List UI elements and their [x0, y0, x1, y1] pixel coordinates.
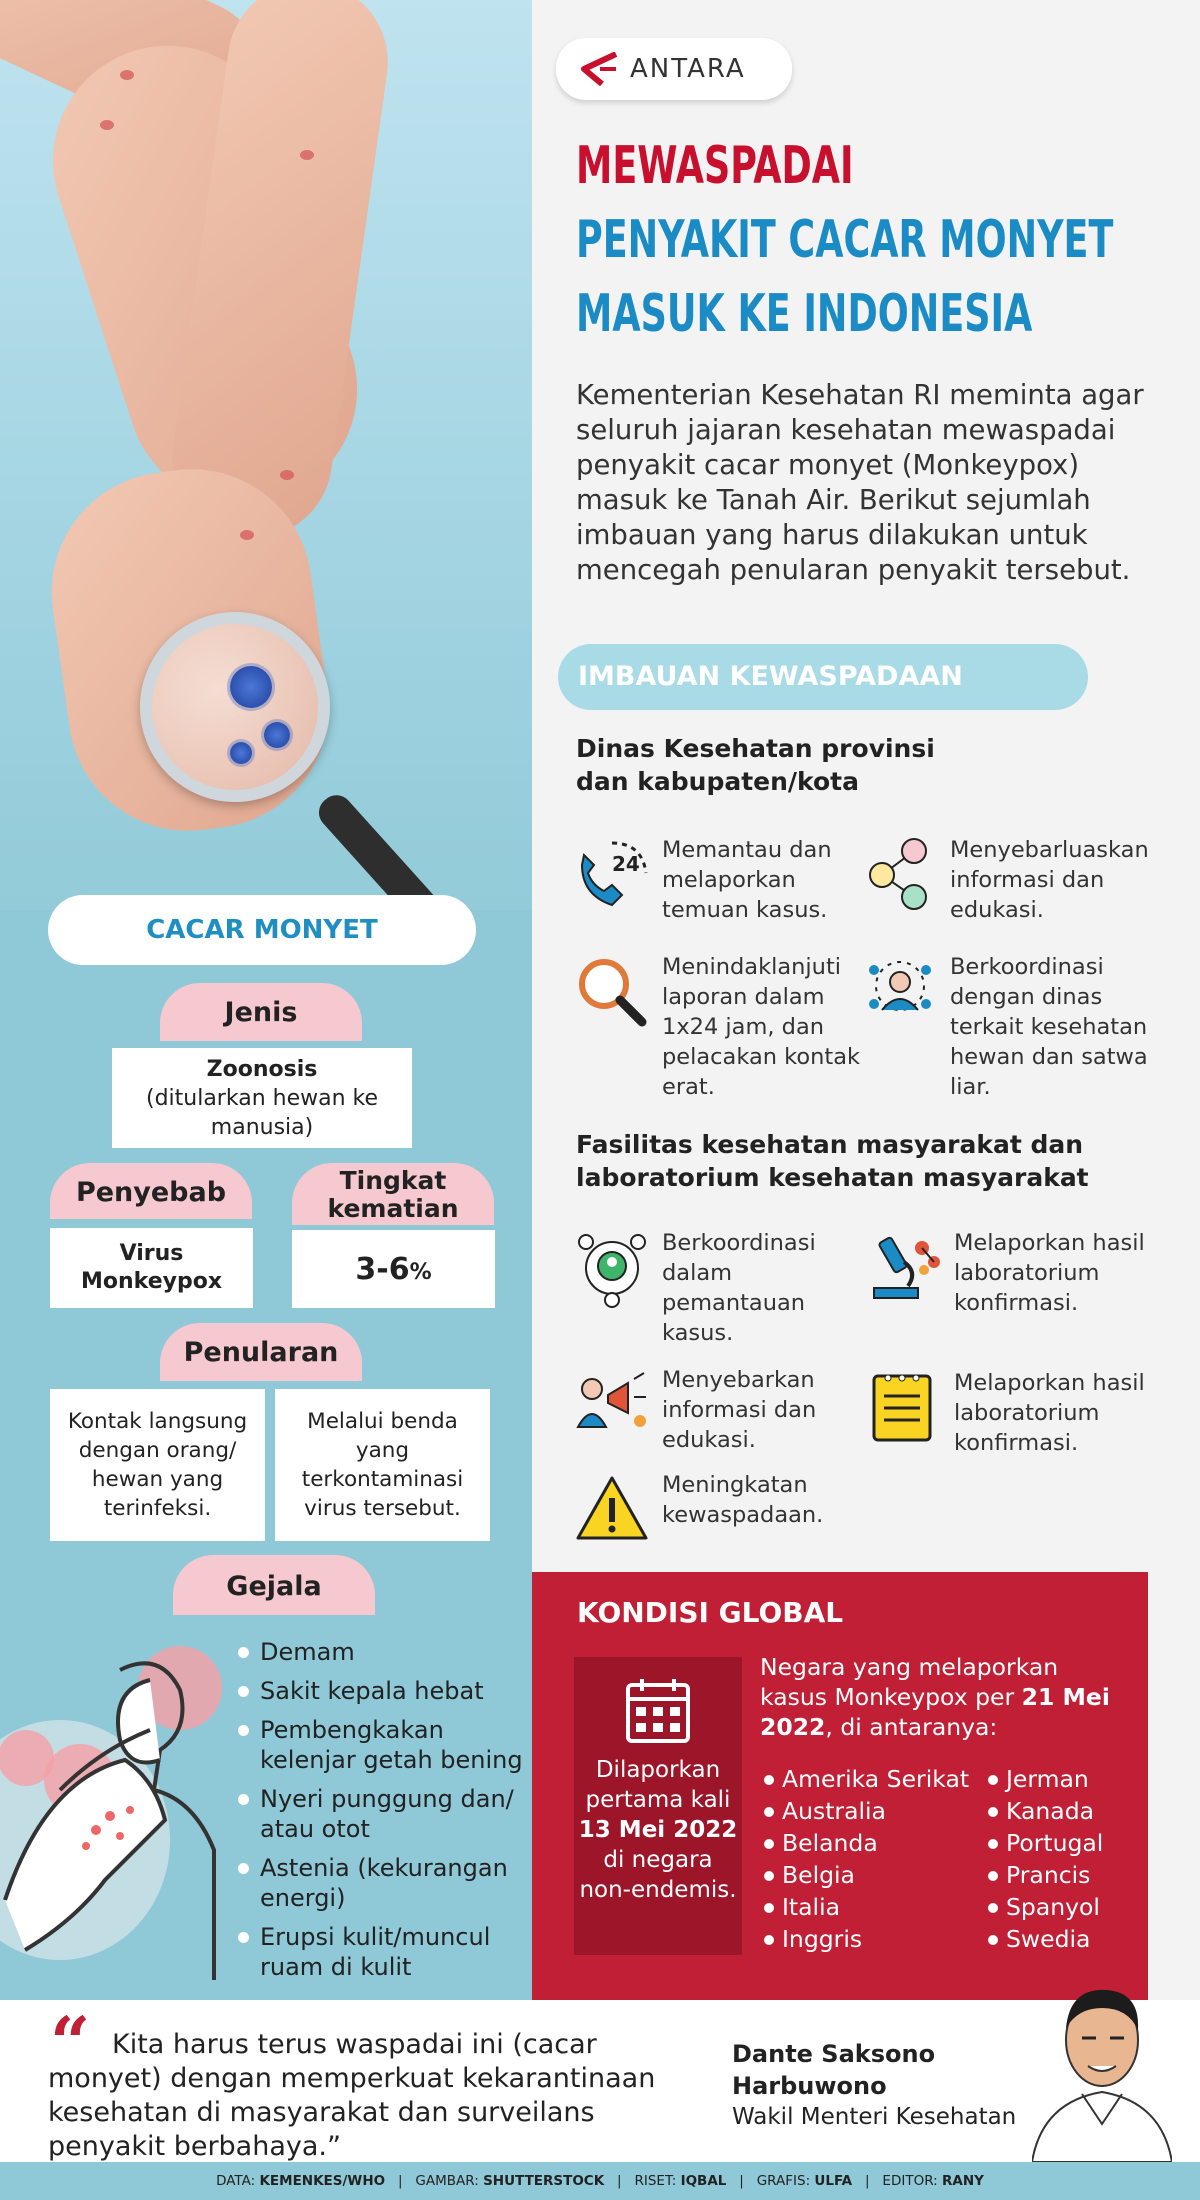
- advice-item: [860, 952, 1160, 1102]
- imbauan-title: IMBAUAN KEWASPADAAN: [558, 644, 1088, 710]
- group1-title: Dinas Kesehatan provinsi dan kabupaten/kota: [576, 734, 935, 796]
- penyebab-value: Virus Monkeypox: [50, 1228, 253, 1308]
- kematian-unit: %: [409, 1259, 432, 1285]
- credit-value: RANY: [942, 2173, 984, 2189]
- quote-section: [0, 2000, 1200, 2162]
- kematian-label: Tingkat kematian: [292, 1163, 494, 1225]
- advice-text: Menyebarkan informasi dan edukasi.: [662, 1367, 817, 1453]
- advice-text: Menyebarluaskan informasi dan edukasi.: [950, 837, 1149, 923]
- credits-footer: [0, 2162, 1200, 2200]
- country-item: Belgia: [762, 1859, 982, 1891]
- symptom-item: Erupsi kulit/muncul ruam di kulit: [238, 1922, 528, 1982]
- country-list-left: [762, 1763, 982, 1955]
- jenis-description: (ditularkan hewan ke manusia): [145, 1085, 379, 1140]
- advice-item: [572, 1365, 862, 1455]
- penularan-label: Penularan: [160, 1323, 362, 1381]
- credit-value: ULFA: [814, 2173, 853, 2189]
- advice-text: Meningkatan kewaspadaan.: [662, 1472, 824, 1528]
- microscope-icon: [864, 1228, 944, 1308]
- headline-line2: PENYAKIT CACAR MONYET: [576, 210, 1114, 270]
- jenis-label: Jenis: [160, 983, 362, 1041]
- global-title: KONDISI GLOBAL: [577, 1596, 844, 1629]
- country-item: Amerika Serikat: [762, 1763, 982, 1795]
- phone-24-icon: [572, 835, 652, 915]
- advice-item: [572, 1228, 862, 1348]
- credit-value: SHUTTERSTOCK: [483, 2173, 605, 2189]
- svg-text:24: 24: [612, 852, 640, 876]
- jenis-box: [112, 1048, 412, 1148]
- symptom-item: Demam: [238, 1637, 528, 1667]
- headline-line1: MEWASPADAI: [576, 136, 854, 196]
- people-circle-icon: [572, 1228, 652, 1308]
- headline: [576, 135, 1200, 345]
- credit-label: DATA:: [216, 2173, 256, 2189]
- advice-item: [860, 835, 1160, 925]
- global-intro-post: , di antaranya:: [825, 1713, 998, 1741]
- megaphone-person-icon: [572, 1365, 652, 1445]
- first-report-pre: Dilaporkan pertama kali: [585, 1757, 731, 1813]
- credit-label: GAMBAR:: [415, 2173, 479, 2189]
- credit-separator: |: [864, 2173, 870, 2189]
- antara-logo-icon: [580, 52, 620, 86]
- credit-value: KEMENKES/WHO: [259, 2173, 386, 2189]
- brand-name: ANTARA: [630, 54, 746, 84]
- advice-item: [864, 1228, 1164, 1318]
- clipboard-icon: [864, 1368, 944, 1448]
- advice-item: [572, 835, 862, 925]
- sick-person-illustration: [0, 1640, 240, 1980]
- credit-label: RISET:: [634, 2173, 677, 2189]
- penularan-object: Melalui benda yang terkontaminasi virus tersebut.: [275, 1389, 490, 1541]
- country-item: Spanyol: [986, 1891, 1126, 1923]
- first-report-post: di negara non-endemis.: [579, 1847, 737, 1903]
- country-item: Swedia: [986, 1923, 1126, 1955]
- penyebab-label: Penyebab: [50, 1163, 252, 1219]
- intro-text: Kementerian Kesehatan RI meminta agar seluruh jajaran kesehatan mewaspadai penyakit cacar monyet (Monkeypox) masuk ke Tanah Air. Berikut sejumlah imbauan yang harus dilakukan untuk mencegah penularan penyakit tersebut.: [576, 379, 1144, 586]
- symptom-item: Astenia (kekurangan energi): [238, 1853, 528, 1913]
- country-item: Portugal: [986, 1827, 1126, 1859]
- calendar-icon: [622, 1675, 694, 1755]
- advice-text: Melaporkan hasil laboratorium konfirmasi.: [954, 1230, 1145, 1316]
- kematian-value: 3-6: [355, 1251, 410, 1287]
- antara-logo: [556, 38, 792, 100]
- country-item: Kanada: [986, 1795, 1126, 1827]
- advice-item: [572, 952, 862, 1102]
- kematian-box: [292, 1230, 495, 1308]
- global-intro-pre: Negara yang melaporkan kasus Monkeypox per: [760, 1653, 1059, 1711]
- global-intro-date: 21 Mei 2022: [760, 1683, 1110, 1741]
- advice-text: Memantau dan melaporkan temuan kasus.: [662, 837, 832, 923]
- credit-value: IQBAL: [680, 2173, 727, 2189]
- symptom-item: Nyeri punggung dan/ atau otot: [238, 1784, 528, 1844]
- credit-label: EDITOR:: [882, 2173, 938, 2189]
- first-report-box: [574, 1657, 742, 1955]
- quote-role: Wakil Menteri Kesehatan: [732, 2104, 1017, 2130]
- advice-text: Melaporkan hasil laboratorium konfirmasi.: [954, 1370, 1145, 1456]
- credit-separator: |: [397, 2173, 403, 2189]
- speaker-portrait: [1032, 1978, 1172, 2162]
- advice-text: Berkoordinasi dengan dinas terkait kesehatan hewan dan satwa liar.: [950, 954, 1148, 1100]
- quote-text: Kita harus terus waspadai ini (cacar monyet) dengan memperkuat kekarantinaan kesehatan di masyarakat dan surveilans penyakit berbahaya.”: [48, 2029, 656, 2162]
- first-report-date: 13 Mei 2022: [578, 1817, 738, 1843]
- country-item: Australia: [762, 1795, 982, 1827]
- country-item: Belanda: [762, 1827, 982, 1859]
- jenis-value: Zoonosis: [206, 1056, 318, 1082]
- warning-icon: [572, 1470, 652, 1550]
- country-item: Italia: [762, 1891, 982, 1923]
- network-people-icon: [860, 835, 940, 915]
- gejala-label: Gejala: [173, 1555, 375, 1615]
- quote-mark: “: [50, 2001, 91, 2084]
- credit-separator: |: [617, 2173, 622, 2189]
- magnifier-icon: [572, 952, 652, 1032]
- disease-title: CACAR MONYET: [48, 895, 476, 965]
- advice-text: Berkoordinasi dalam pemantauan kasus.: [662, 1230, 816, 1346]
- symptom-item: Pembengkakan kelenjar getah bening: [238, 1715, 528, 1775]
- country-list-right: [986, 1763, 1126, 1955]
- symptom-item: Sakit kepala hebat: [238, 1676, 528, 1706]
- advice-item: [572, 1470, 862, 1550]
- symptom-list: [238, 1637, 528, 1991]
- global-intro: [760, 1652, 1120, 1742]
- magnifying-glass-icon: [140, 612, 330, 802]
- coordination-person-icon: [860, 952, 940, 1032]
- penularan-direct: Kontak langsung dengan orang/ hewan yang terinfeksi.: [50, 1389, 265, 1541]
- advice-item: [864, 1368, 1164, 1458]
- credit-separator: |: [739, 2173, 744, 2189]
- country-item: Prancis: [986, 1859, 1126, 1891]
- credit-label: GRAFIS:: [756, 2173, 811, 2189]
- country-item: Jerman: [986, 1763, 1126, 1795]
- country-item: Inggris: [762, 1923, 982, 1955]
- headline-line3: MASUK KE INDONESIA: [576, 284, 1033, 344]
- advice-text: Menindaklanjuti laporan dalam 1x24 jam, dan pelacakan kontak erat.: [662, 954, 861, 1100]
- group2-title: Fasilitas kesehatan masyarakat dan laboratorium kesehatan masyarakat: [576, 1130, 1089, 1192]
- quote-author: Dante Saksono Harbuwono: [732, 2040, 936, 2100]
